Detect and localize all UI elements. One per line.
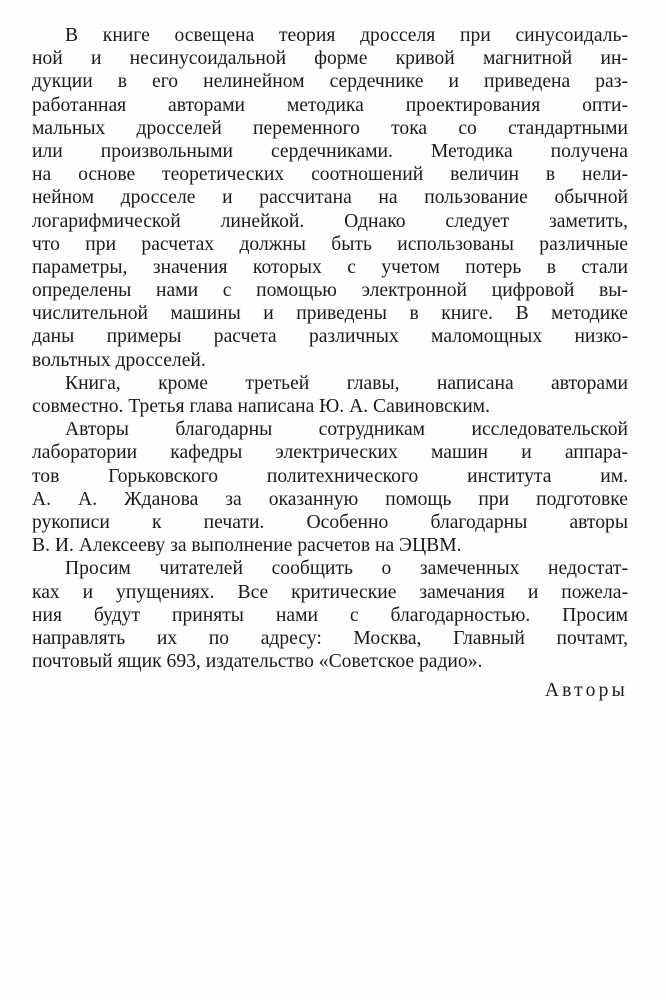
text-line: что при расчетах должны быть использованы различные — [32, 233, 628, 255]
text-line: определены нами с помощью электронной цифровой вы- — [32, 280, 628, 302]
text-line: работанная авторами методика проектирования опти- — [32, 94, 628, 116]
text-line: мальных дросселей переменного тока со стандартными — [32, 117, 628, 139]
text-line: ной и несинусоидальной форме кривой магнитной ин- — [32, 48, 628, 70]
text-line: параметры, значения которых с учетом потерь в стали — [32, 256, 628, 278]
text-line: дукции в его нелинейном сердечнике и приведена раз- — [32, 71, 628, 93]
text-line: даны примеры расчета различных маломощных низко- — [32, 326, 628, 348]
text-line: Авторы благодарны сотрудникам исследовательской — [65, 419, 628, 441]
text-line: лаборатории кафедры электрических машин и аппара- — [32, 442, 628, 464]
paragraph-authorship — [32, 372, 628, 418]
text-line: вольтных дросселей. — [32, 349, 206, 371]
text-line: на основе теоретических соотношений величин в нели- — [32, 164, 628, 186]
text-line: Книга, кроме третьей главы, написана авторами — [65, 372, 628, 394]
text-line: логарифмической линейкой. Однако следует заметить, — [32, 210, 628, 232]
text-line: В книге освещена теория дросселя при синусоидаль- — [65, 25, 628, 46]
text-line: или произвольными сердечниками. Методика получена — [32, 140, 628, 162]
signature-authors: Авторы — [544, 680, 628, 701]
paragraph-book-description — [32, 24, 628, 372]
text-line: Просим читателей сообщить о замеченных недостат- — [65, 558, 628, 580]
text-line: совместно. Третья глава написана Ю. А. Савиновским. — [32, 396, 490, 417]
text-line: ках и упущениях. Все критические замечания и пожела- — [32, 581, 628, 603]
text-line: ния будут приняты нами с благодарностью. Просим — [32, 604, 628, 626]
preface-text — [32, 24, 628, 673]
text-line: числительной машины и приведены в книге. В методике — [32, 303, 628, 325]
text-line: почтовый ящик 693, издательство «Советское радио». — [32, 651, 483, 673]
paragraph-acknowledgements — [32, 418, 628, 557]
text-line: А. А. Жданова за оказанную помощь при подготовке — [32, 488, 628, 510]
text-line: рукописи к печати. Особенно благодарны авторы — [32, 511, 628, 533]
text-line: направлять их по адресу: Москва, Главный почтамт, — [32, 627, 628, 649]
text-line: В. И. Алексееву за выполнение расчетов на ЭЦВМ. — [32, 535, 462, 557]
paragraph-feedback-request — [32, 557, 628, 673]
text-line: нейном дросселе и рассчитана на пользование обычной — [32, 187, 628, 209]
text-line: тов Горьковского политехнического института им. — [32, 465, 628, 487]
